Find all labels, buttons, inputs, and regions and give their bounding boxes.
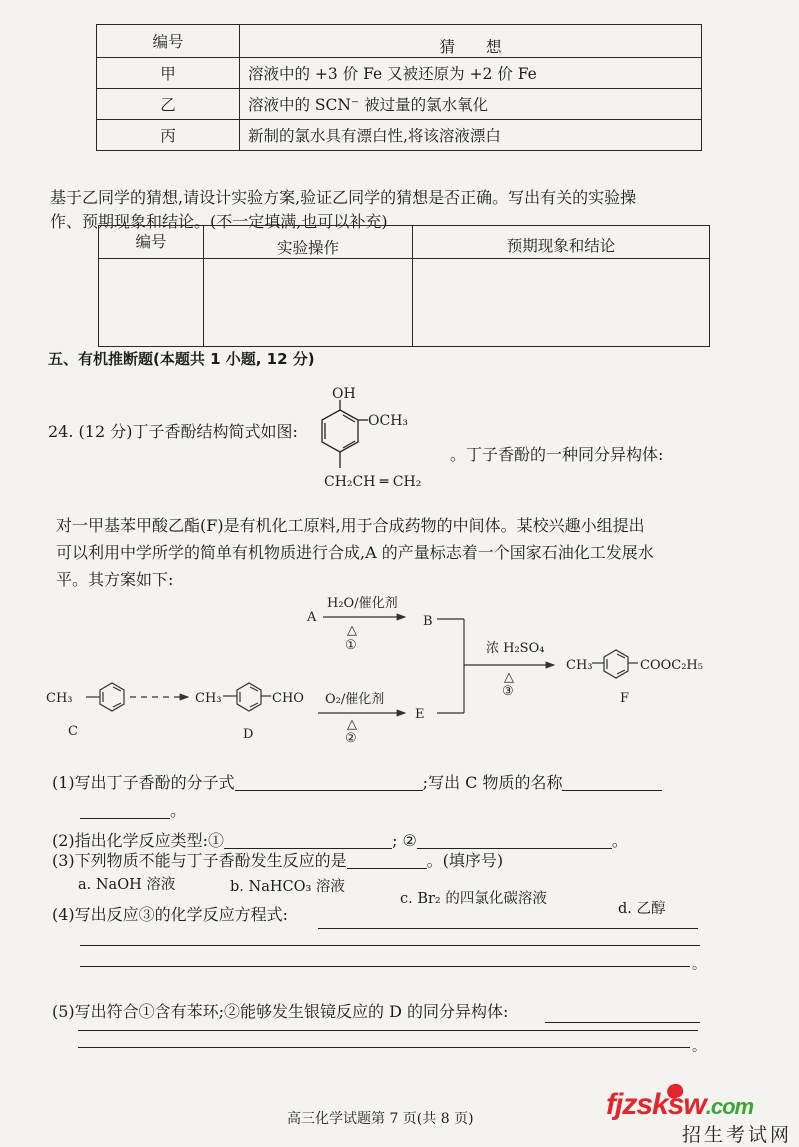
compound-a: A	[307, 610, 317, 625]
guess-table-header-guess: 猜 想	[240, 25, 702, 58]
guess-row-id: 丙	[97, 120, 240, 151]
och3-label: OCH₃	[368, 413, 409, 429]
reaction1-reagent: H₂O/催化剂	[327, 596, 398, 611]
q4-prompt: (4)写出反应③的化学反应方程式:	[52, 905, 289, 924]
guess-table-header-id: 编号	[97, 25, 240, 58]
reaction2-reagent: O₂/催化剂	[325, 692, 385, 707]
compound-f: F	[620, 691, 630, 706]
q5-period: 。	[692, 1039, 706, 1055]
q4-period: 。	[692, 957, 706, 973]
q24-intro-tail: 。丁子香酚的一种同分异构体:	[450, 445, 664, 464]
oh-label: OH	[332, 386, 356, 402]
q5-blank-3[interactable]	[78, 1047, 690, 1048]
q1-prompt: (1)写出丁子香酚的分子式	[52, 773, 235, 792]
q1-continuation	[80, 803, 186, 819]
q5-blank-1[interactable]	[545, 1022, 700, 1023]
q3-hint: 。(填序号)	[426, 851, 504, 870]
q2-prompt-2: ; ②	[392, 831, 417, 850]
q24-para-2: 可以利用中学所学的简单有机物质进行合成,A 的产量标志着一个国家石油化工发展水	[56, 543, 654, 562]
experiment-cell-operation[interactable]	[204, 259, 413, 347]
d-ch3: CH₃	[195, 691, 222, 706]
experiment-header-id: 编号	[99, 226, 204, 259]
prompt-line-2: 作、预期现象和结论。(不一定填满,也可以补充)	[50, 212, 388, 231]
f-ester: COOC₂H₅	[640, 658, 703, 673]
experiment-header-result: 预期现象和结论	[413, 226, 710, 259]
experiment-cell-id[interactable]	[99, 259, 204, 347]
reaction-scheme	[40, 590, 740, 750]
q1-name-blank-cont[interactable]	[80, 804, 170, 819]
reaction1-heat: △	[347, 623, 357, 638]
q3-blank[interactable]	[347, 852, 427, 869]
logo-text-domain: .com	[705, 1094, 754, 1119]
q4-blank-3[interactable]	[80, 966, 690, 967]
q4-blank-2[interactable]	[80, 945, 700, 946]
q3-option-d: d. 乙醇	[618, 901, 666, 917]
guess-row-id: 乙	[97, 89, 240, 120]
reaction3-heat: △	[504, 670, 514, 685]
reaction3-number: ③	[502, 684, 514, 699]
reaction2-heat: △	[347, 717, 357, 732]
q5-prompt: (5)写出符合①含有苯环;②能够发生银镜反应的 D 的同分异构体:	[52, 1002, 509, 1021]
experiment-table	[98, 225, 710, 347]
guess-row-text: 溶液中的 +3 价 Fe 又被还原为 +2 价 Fe	[240, 58, 702, 89]
experiment-header-operation: 实验操作	[204, 226, 413, 259]
experiment-cell-result[interactable]	[413, 259, 710, 347]
q2-blank-2[interactable]	[417, 828, 612, 849]
compound-c: C	[68, 724, 78, 739]
guess-row-id: 甲	[97, 58, 240, 89]
compound-e: E	[415, 707, 425, 722]
d-cho: CHO	[272, 691, 304, 706]
compound-d: D	[243, 727, 254, 742]
q1-name-blank[interactable]	[562, 776, 662, 791]
q1-text	[52, 775, 662, 791]
q1-period: 。	[170, 801, 187, 820]
reaction1-number: ①	[345, 638, 357, 653]
q2-blank-1[interactable]	[224, 832, 392, 849]
guess-row-text: 新制的氯水具有漂白性,将该溶液漂白	[240, 120, 702, 151]
q1-formula-blank[interactable]	[235, 776, 423, 791]
prompt-line-1: 基于乙同学的猜想,请设计实验方案,验证乙同学的猜想是否正确。写出有关的实验操	[50, 188, 637, 207]
q3-option-b: b. NaHCO₃ 溶液	[230, 879, 345, 895]
q2-text	[52, 828, 628, 849]
c-ch3: CH₃	[46, 691, 73, 706]
logo-text-cn: 招生考试网	[682, 1124, 793, 1146]
section-title: 五、有机推断题(本题共 1 小题, 12 分)	[48, 350, 315, 368]
q3-prompt: (3)下列物质不能与丁子香酚发生反应的是	[52, 851, 347, 870]
q4-text	[52, 907, 288, 923]
eugenol-structure	[310, 382, 460, 500]
compound-b: B	[423, 614, 433, 629]
logo-text-en: fjzsksw	[606, 1088, 706, 1121]
guess-row-text: 溶液中的 SCN⁻ 被过量的氯水氧化	[240, 89, 702, 120]
page-footer: 高三化学试题第 7 页(共 8 页)	[287, 1111, 474, 1127]
guess-table	[96, 24, 702, 151]
reaction2-number: ②	[345, 731, 357, 746]
q2-period: 。	[611, 831, 628, 850]
q5-blank-2[interactable]	[78, 1030, 698, 1031]
q3-option-c: c. Br₂ 的四氯化碳溶液	[400, 891, 547, 907]
q24-intro: 24. (12 分)丁子香酚结构简式如图:	[48, 422, 298, 441]
q5-text	[52, 1004, 508, 1020]
q4-blank-1[interactable]	[318, 928, 698, 929]
q3-text	[52, 852, 503, 869]
q24-para-3: 平。其方案如下:	[56, 570, 174, 589]
q3-option-a: a. NaOH 溶液	[78, 877, 176, 893]
q24-para-1: 对一甲基苯甲酸乙酯(F)是有机化工原料,用于合成药物的中间体。某校兴趣小组提出	[56, 516, 645, 535]
q1-prompt-2: ;写出 C 物质的名称	[422, 773, 563, 792]
reaction3-reagent: 浓 H₂SO₄	[486, 641, 545, 656]
site-logo	[606, 1082, 796, 1146]
q2-prompt: (2)指出化学反应类型:①	[52, 831, 225, 850]
f-ch3: CH₃	[566, 658, 593, 673]
allyl-label: CH₂CH ═ CH₂	[324, 474, 422, 490]
